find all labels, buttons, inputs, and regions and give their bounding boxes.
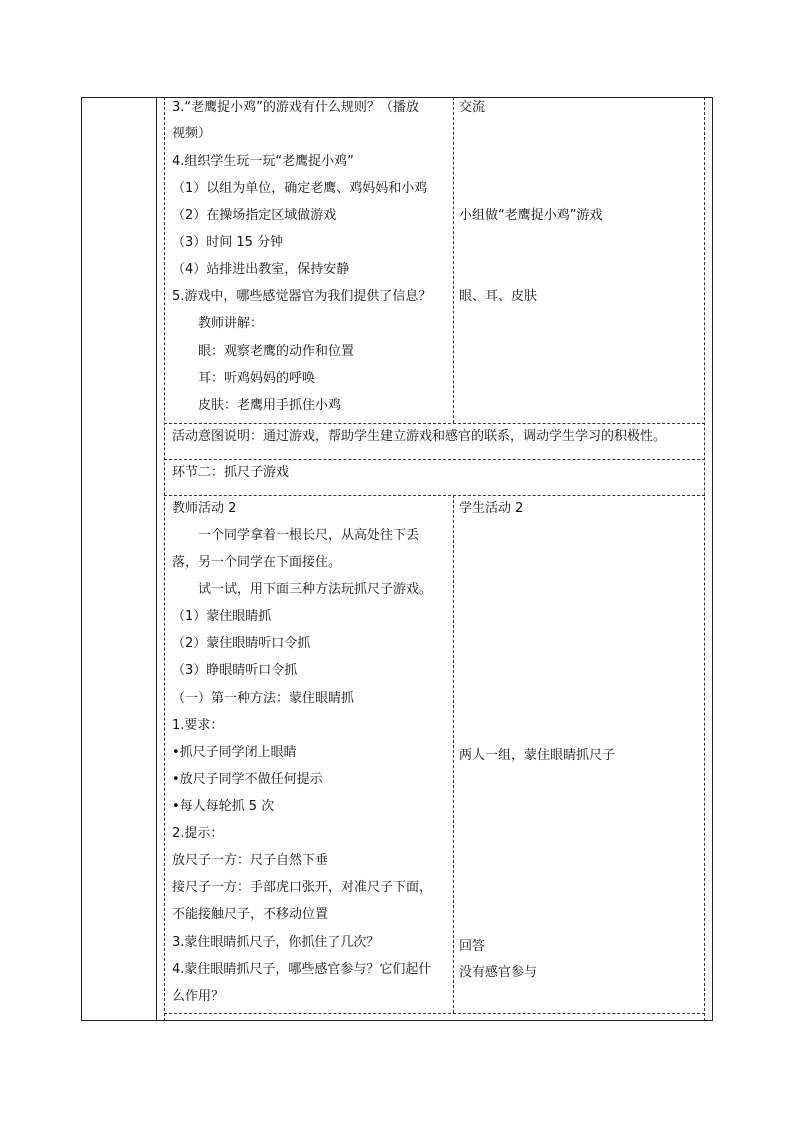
teacher-line: （3）时间 15 分钟 [172, 235, 284, 250]
teacher-line: •放尺子同学不做任何提示 [172, 772, 323, 787]
table-left-column-divider [156, 97, 157, 1021]
row-divider-link2-top [164, 459, 705, 460]
student-line: 没有感官参与 [459, 965, 538, 980]
column-divider-section1 [453, 97, 454, 423]
teacher-line: 视频） [172, 126, 212, 141]
teacher-line: （一）第一种方法：蒙住眼睛抓 [172, 691, 355, 706]
teacher-line: 4.蒙住眼睛抓尺子，哪些感官参与？它们起什 [172, 962, 432, 977]
teacher-line: 3.蒙住眼睛抓尺子，你抓住了几次？ [172, 935, 380, 950]
teacher-activity-heading: 教师活动 2 [172, 501, 237, 516]
teacher-line: 1.要求： [172, 718, 224, 733]
teacher-line: 么作用？ [172, 989, 225, 1004]
teacher-line: （3）睁眼睛听口令抓 [172, 663, 298, 678]
teacher-line: （4）站排进出教室，保持安静 [172, 262, 350, 277]
teacher-line: 5.游戏中，哪些感觉器官为我们提供了信息？ [172, 289, 432, 304]
teacher-line: （2）在操场指定区域做游戏 [172, 208, 337, 223]
row-divider-bottom [164, 1013, 705, 1014]
teacher-line: 3.“老鹰捉小鸡”的游戏有什么规则？（播放 [172, 100, 419, 115]
student-line: 回答 [459, 939, 486, 954]
student-activity-heading: 学生活动 2 [459, 501, 524, 516]
student-line: 交流 [459, 100, 486, 115]
teacher-line: 耳：听鸡妈妈的呼唤 [198, 371, 316, 386]
teacher-line: 落，另一个同学在下面接住。 [172, 555, 342, 570]
teacher-line: （2）蒙住眼睛听口令抓 [172, 636, 311, 651]
activity-intent: 活动意图说明：通过游戏，帮助学生建立游戏和感官的联系，调动学生学习的积极性。 [172, 429, 667, 444]
student-line: 小组做“老鹰捉小鸡”游戏 [459, 208, 603, 223]
teacher-line: •抓尺子同学闭上眼睛 [172, 745, 297, 760]
teacher-line: 接尺子一方：手部虎口张开，对准尺子下面， [172, 880, 433, 895]
teacher-line: 试一试，用下面三种方法玩抓尺子游戏。 [198, 582, 433, 597]
row-divider-section2-top [164, 495, 705, 496]
teacher-line: 皮肤：老鹰用手抓住小鸡 [198, 398, 342, 413]
row-divider-intent-top [164, 423, 705, 424]
teacher-line: （1）蒙住眼睛抓 [172, 609, 272, 624]
column-divider-section2 [453, 495, 454, 1013]
teacher-line: 眼：观察老鹰的动作和位置 [198, 344, 355, 359]
teacher-line: 4.组织学生玩一玩“老鹰捉小鸡” [172, 154, 354, 169]
teacher-line: 教师讲解： [198, 316, 264, 331]
teacher-line: 一个同学拿着一根长尺，从高处往下丢 [198, 528, 420, 543]
teacher-line: 放尺子一方：尺子自然下垂 [172, 853, 329, 868]
link2-title: 环节二：抓尺子游戏 [172, 465, 290, 480]
teacher-line: •每人每轮抓 5 次 [172, 799, 275, 814]
teacher-line: 不能接触尺子，不移动位置 [172, 907, 329, 922]
student-line: 两人一组，蒙住眼睛抓尺子 [459, 748, 616, 763]
teacher-line: （1）以组为单位，确定老鹰、鸡妈妈和小鸡 [172, 181, 428, 196]
teacher-line: 2.提示： [172, 826, 224, 841]
student-line: 眼、耳、皮肤 [459, 289, 538, 304]
